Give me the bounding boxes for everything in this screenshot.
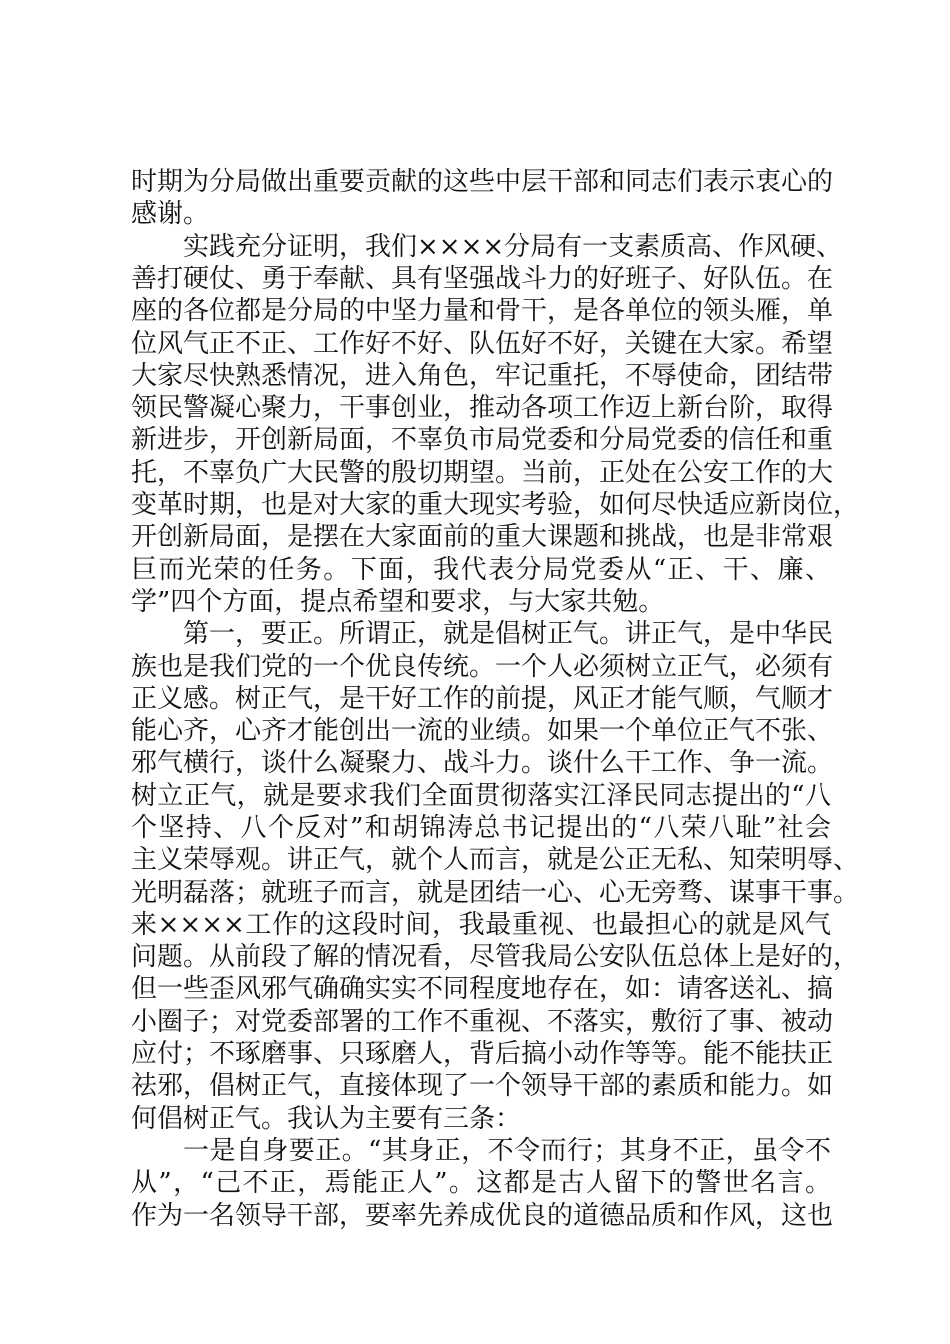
text-line: 开创新局面，是摆在大家面前的重大课题和挑战，也是非常艰 [131,522,834,552]
text-line: 族也是我们党的一个优良传统。一个人必须树立正气，必须有 [131,652,834,682]
text-line: 问题。从前段了解的情况看，尽管我局公安队伍总体上是好的， [131,942,860,972]
text-line: 正义感。树正气，是干好工作的前提，风正才能气顺，气顺才 [131,684,834,714]
text-line: 实践充分证明，我们××××分局有一支素质高、作风硬、 [183,232,843,262]
text-line: 应付；不琢磨事、只琢磨人，背后搞小动作等等。能不能扶正 [131,1039,834,1069]
text-line: 善打硬仗、勇于奉献、具有坚强战斗力的好班子、好队伍。在 [131,264,834,294]
text-line: 学”四个方面，提点希望和要求，与大家共勉。 [131,587,665,617]
text-line: 能心齐，心齐才能创出一流的业绩。如果一个单位正气不张、 [131,716,834,746]
text-line: 光明磊落；就班子而言，就是团结一心、心无旁骛、谋事干事。 [131,878,860,908]
text-line: 小圈子；对党委部署的工作不重视、不落实，敷衍了事、被动 [131,1007,834,1037]
text-line: 主义荣辱观。讲正气，就个人而言，就是公正无私、知荣明辱、 [131,845,860,875]
text-line: 第一，要正。所谓正，就是倡树正气。讲正气，是中华民 [183,619,834,649]
text-line: 邪气横行，谈什么凝聚力、战斗力。谈什么干工作、争一流。 [131,748,834,778]
text-line: 变革时期，也是对大家的重大现实考验，如何尽快适应新岗位， [131,490,860,520]
text-line: 祛邪，倡树正气，直接体现了一个领导干部的素质和能力。如 [131,1071,834,1101]
text-line: 一是自身要正。“其身正，不令而行；其身不正，虽令不 [183,1136,831,1166]
text-line: 位风气正不正、工作好不好、队伍好不好，关键在大家。希望 [131,329,834,359]
text-line: 感谢。 [131,199,210,229]
text-line: 树立正气，就是要求我们全面贯彻落实江泽民同志提出的“八 [131,781,831,811]
text-line: 作为一名领导干部，要率先养成优良的道德品质和作风，这也 [131,1201,834,1231]
text-line: 大家尽快熟悉情况，进入角色，牢记重托，不辱使命，团结带 [131,361,834,391]
text-line: 时期为分局做出重要贡献的这些中层干部和同志们表示衷心的 [131,167,834,197]
text-line: 领民警凝心聚力，干事创业，推动各项工作迈上新台阶，取得 [131,393,834,423]
text-line: 但一些歪风邪气确确实实不同程度地存在，如：请客送礼、搞 [131,974,834,1004]
text-line: 从”，“己不正，焉能正人”。这都是古人留下的警世名言。 [131,1168,831,1198]
text-line: 来××××工作的这段时间，我最重视、也最担心的就是风气 [131,910,831,940]
text-line: 新进步，开创新局面，不辜负市局党委和分局党委的信任和重 [131,425,834,455]
text-line: 巨而光荣的任务。下面，我代表分局党委从“正、干、廉、 [131,555,831,585]
text-line: 何倡树正气。我认为主要有三条： [131,1104,522,1134]
text-line: 个坚持、八个反对”和胡锦涛总书记提出的“八荣八耻”社会 [131,813,831,843]
text-line: 托，不辜负广大民警的殷切期望。当前，正处在公安工作的大 [131,458,834,488]
text-line: 座的各位都是分局的中坚力量和骨干，是各单位的领头雁，单 [131,296,834,326]
